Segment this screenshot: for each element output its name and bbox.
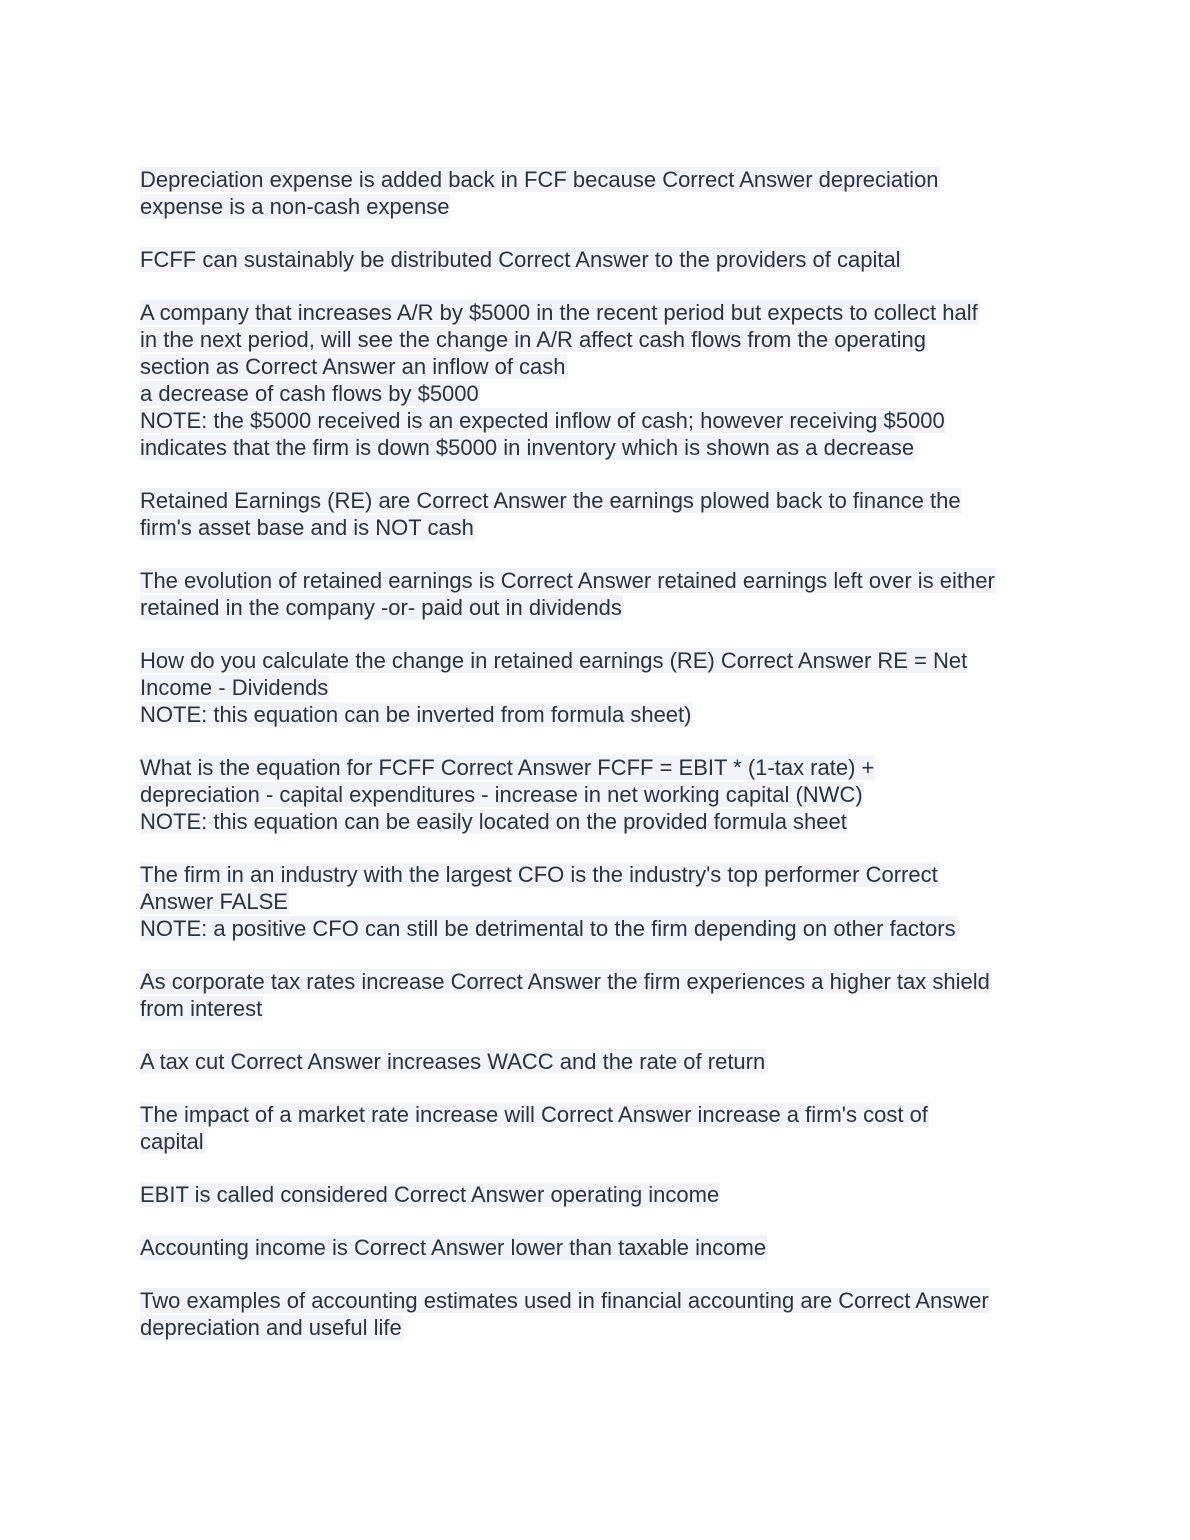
- text-line: expense is a non-cash expense: [140, 194, 450, 219]
- text-line: The evolution of retained earnings is Correct Answer retained earnings left over is either: [140, 568, 995, 593]
- text-line: Two examples of accounting estimates used in financial accounting are Correct Answer: [140, 1288, 989, 1313]
- note-line: NOTE: the $5000 received is an expected inflow of cash; however receiving $5000: [140, 408, 945, 433]
- text-line: capital: [140, 1129, 204, 1154]
- text-line: a decrease of cash flows by $5000: [140, 381, 479, 406]
- text-line: retained in the company -or- paid out in dividends: [140, 595, 622, 620]
- qa-block: [140, 166, 1070, 220]
- qa-block: [140, 861, 1070, 942]
- text-line: Retained Earnings (RE) are Correct Answer the earnings plowed back to finance the: [140, 488, 961, 513]
- text-line: A tax cut Correct Answer increases WACC and the rate of return: [140, 1049, 766, 1074]
- qa-block: [140, 1048, 1070, 1075]
- text-line: EBIT is called considered Correct Answer operating income: [140, 1182, 720, 1207]
- note-line: NOTE: this equation can be easily located on the provided formula sheet: [140, 809, 847, 834]
- text-line: The impact of a market rate increase will Correct Answer increase a firm's cost of: [140, 1102, 928, 1127]
- qa-block: [140, 1101, 1070, 1155]
- text-line: firm's asset base and is NOT cash: [140, 515, 474, 540]
- text-line: FCFF can sustainably be distributed Correct Answer to the providers of capital: [140, 247, 901, 272]
- qa-block: [140, 299, 1070, 461]
- text-line: A company that increases A/R by $5000 in the recent period but expects to collect half: [140, 300, 978, 325]
- text-line: What is the equation for FCFF Correct Answer FCFF = EBIT * (1-tax rate) +: [140, 755, 875, 780]
- qa-block: [140, 1234, 1070, 1261]
- text-line: As corporate tax rates increase Correct Answer the firm experiences a higher tax shield: [140, 969, 990, 994]
- text-line: depreciation and useful life: [140, 1315, 402, 1340]
- text-line: from interest: [140, 996, 263, 1021]
- text-line: Accounting income is Correct Answer lower than taxable income: [140, 1235, 767, 1260]
- note-line: NOTE: this equation can be inverted from formula sheet): [140, 702, 692, 727]
- qa-block: [140, 487, 1070, 541]
- note-line: NOTE: a positive CFO can still be detrimental to the firm depending on other factors: [140, 916, 956, 941]
- qa-block: [140, 567, 1070, 621]
- text-line: Income - Dividends: [140, 675, 329, 700]
- text-line: The firm in an industry with the largest CFO is the industry's top performer Correct: [140, 862, 938, 887]
- qa-block: [140, 968, 1070, 1022]
- text-line: Depreciation expense is added back in FCF because Correct Answer depreciation: [140, 167, 939, 192]
- text-line: in the next period, will see the change in A/R affect cash flows from the operating: [140, 327, 926, 352]
- text-line: Answer FALSE: [140, 889, 288, 914]
- qa-block: [140, 754, 1070, 835]
- note-line: indicates that the firm is down $5000 in inventory which is shown as a decrease: [140, 435, 915, 460]
- text-line: depreciation - capital expenditures - increase in net working capital (NWC): [140, 782, 863, 807]
- text-line: How do you calculate the change in retained earnings (RE) Correct Answer RE = Net: [140, 648, 968, 673]
- text-line: section as Correct Answer an inflow of cash: [140, 354, 566, 379]
- qa-block: [140, 1287, 1070, 1341]
- qa-block: [140, 246, 1070, 273]
- qa-block: [140, 647, 1070, 728]
- document-body: [140, 166, 1070, 1367]
- qa-block: [140, 1181, 1070, 1208]
